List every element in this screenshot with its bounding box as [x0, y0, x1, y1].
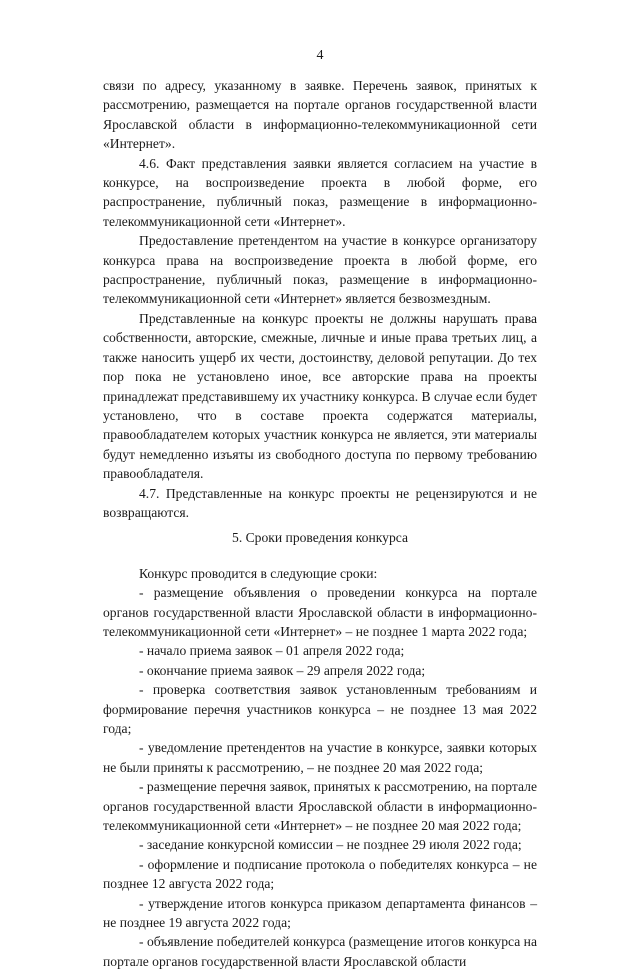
list-item: - проверка соответствия заявок установленным требованиям и формирование перечня участников конкурса – не позднее 13 мая 2022 года; — [103, 682, 537, 736]
list-item: - окончание приема заявок – 29 апреля 2022 года; — [139, 662, 426, 678]
page-number: 4 — [316, 48, 324, 63]
spacer — [103, 548, 537, 564]
list-item: - размещение объявления о проведении конкурса на портале органов государственной власти Ярославской области в информационно-телекоммуникационной сети «Интернет» – не позднее 1 марта 2022 года; — [103, 585, 537, 639]
list-item: - объявление победителей конкурса (размещение итогов конкурса на портале органов государственной власти Ярославской области — [103, 934, 537, 969]
paragraph: Представленные на конкурс проекты не должны нарушать права собственности, авторские, смежные, личные и иные права третьих лиц, а также наносить ущерб их чести, достоинству, деловой репутации. До тех пор пока не установлено иное, все авторские права на проекты принадлежат представившему их участнику конкурса. В случае если будет установлено, что в составе проекта содержатся материалы, правообладателем которых участник конкурса не является, эти материалы будут немедленно изъяты из свободного доступа по первому требованию правообладателя. — [103, 310, 537, 482]
list-item: - оформление и подписание протокола о победителях конкурса – не позднее 12 августа 2022 года; — [103, 856, 537, 892]
paragraph: Предоставление претендентом на участие в конкурсе организатору конкурса права на воспроизведение проекта в любой форме, его распространение, публичный показ, размещение в информационно-телекоммуникационной сети «Интернет» является безвозмездным. — [103, 233, 537, 307]
list-item: - утверждение итогов конкурса приказом департамента финансов – не позднее 19 августа 2022 года; — [103, 895, 537, 931]
paragraph: 4.6. Факт представления заявки является согласием на участие в конкурсе, на воспроизведение проекта в любой форме, его распространение, публичный показ, размещение в информационно-телекоммуникационной сети «Интернет». — [103, 155, 537, 229]
section-intro: Конкурс проводится в следующие сроки: — [139, 565, 378, 581]
list-item: - заседание конкурсной комиссии – не позднее 29 июля 2022 года; — [139, 837, 522, 853]
paragraph: 4.7. Представленные на конкурс проекты не рецензируются и не возвращаются. — [103, 485, 537, 520]
document-body — [103, 76, 537, 971]
list-item: - начало приема заявок – 01 апреля 2022 года; — [139, 643, 405, 659]
paragraph: связи по адресу, указанному в заявке. Перечень заявок, принятых к рассмотрению, размещается на портале органов государственной власти Ярославской области в информационно-телекоммуникационной сети «Интернет». — [103, 78, 537, 152]
section-title: 5. Сроки проведения конкурса — [232, 530, 408, 546]
list-item: - размещение перечня заявок, принятых к рассмотрению, на портале органов государственной власти Ярославской области в информационно-телекоммуникационной сети «Интернет» – не позднее 20 мая 2022 года; — [103, 779, 537, 834]
list-item: - уведомление претендентов на участие в конкурсе, заявки которых не были приняты к рассмотрению, – не позднее 20 мая 2022 года; — [103, 740, 537, 775]
